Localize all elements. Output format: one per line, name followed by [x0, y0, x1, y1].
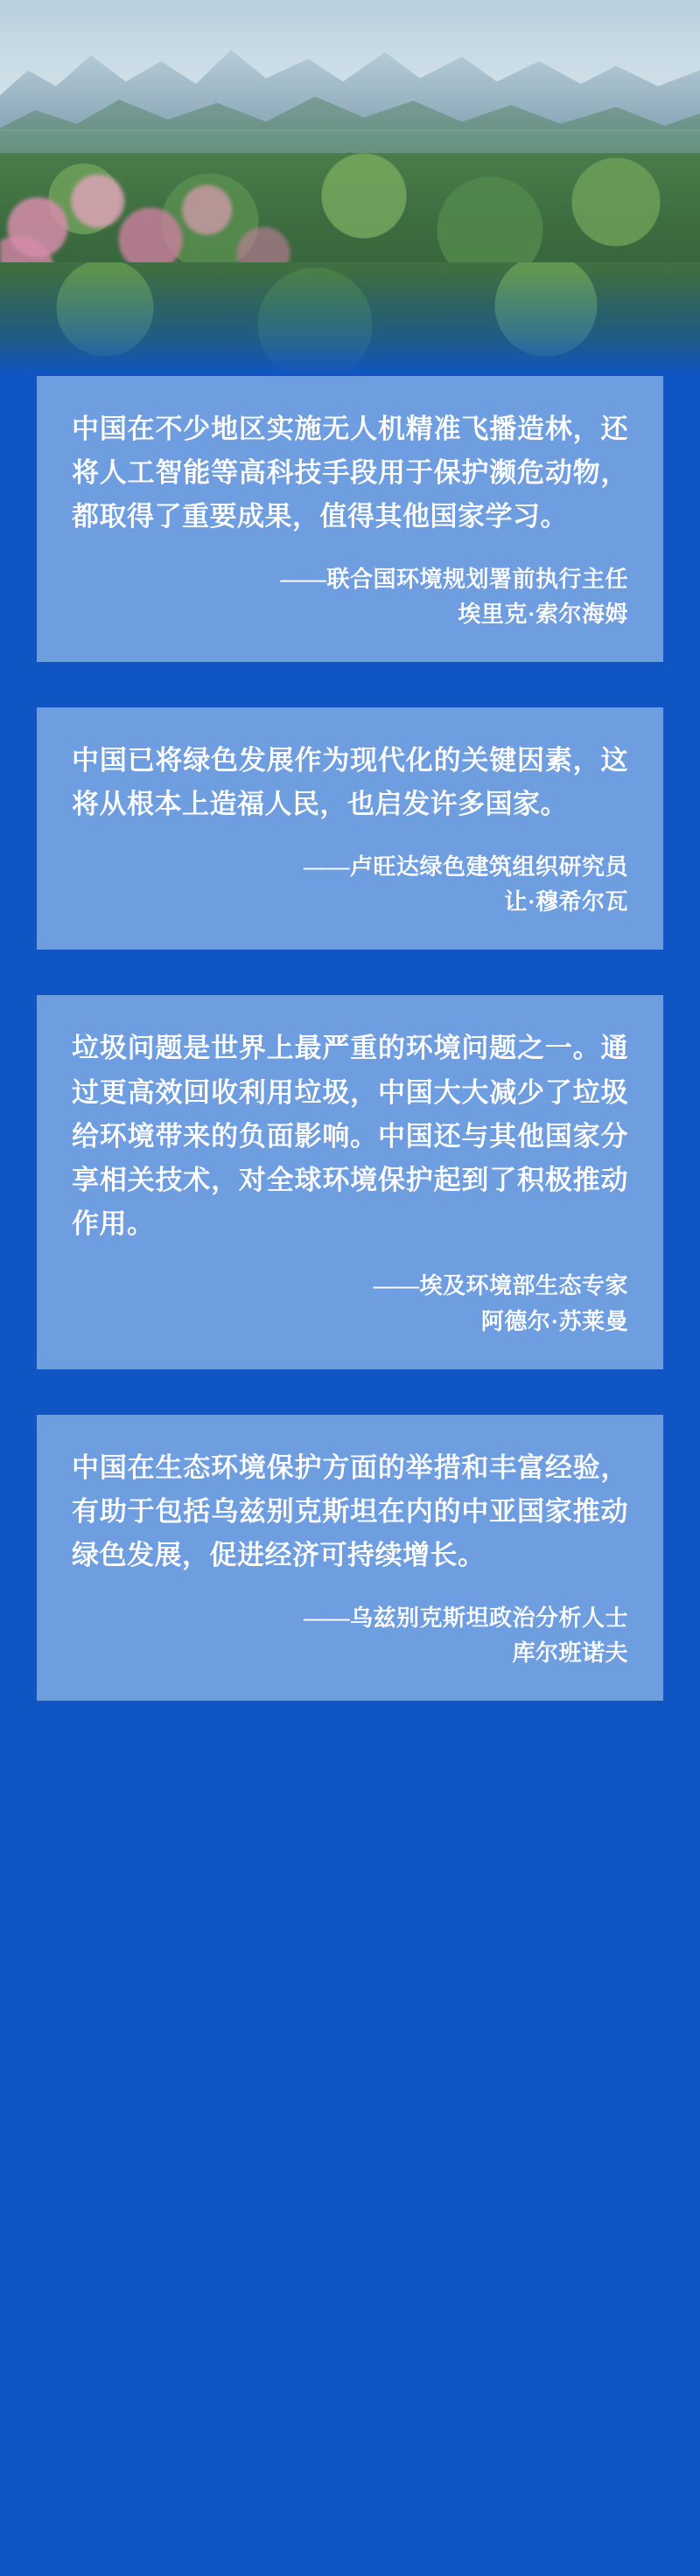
quote-text: 中国在生态环境保护方面的举措和丰富经验，有助于包括乌兹别克斯坦在内的中亚国家推动绿色发展，促进经济可持续增长。 — [72, 1452, 628, 1571]
attribution-line-2: 阿德尔·苏莱曼 — [480, 1308, 628, 1334]
quote-card-list — [0, 376, 700, 1799]
quote-attribution — [72, 562, 628, 633]
quote-card — [37, 1415, 663, 1701]
quote-text: 垃圾问题是世界上最严重的环境问题之一。通过更高效回收利用垃圾，中国大大减少了垃圾给环境带来的负面影响。中国还与其他国家分享相关技术，对全球环境保护起到了积极推动作用。 — [72, 1033, 628, 1240]
hero-image — [0, 0, 700, 376]
quote-attribution — [72, 1601, 628, 1672]
quote-card — [37, 707, 663, 950]
attribution-line-1: ——联合国环境规划署前执行主任 — [280, 566, 628, 592]
quote-attribution — [72, 850, 628, 921]
attribution-line-1: ——乌兹别克斯坦政治分析人士 — [303, 1605, 628, 1631]
attribution-line-2: 埃里克·索尔海姆 — [458, 601, 628, 627]
attribution-line-2: 库尔班诺夫 — [512, 1640, 628, 1666]
quote-card — [37, 995, 663, 1369]
quote-card — [37, 376, 663, 662]
image-fade-overlay — [0, 271, 700, 376]
quote-attribution — [72, 1269, 628, 1340]
attribution-line-2: 让·穆希尔瓦 — [504, 888, 628, 915]
quote-text: 中国在不少地区实施无人机精准飞播造林，还将人工智能等高科技手段用于保护濒危动物，都取得了重要成果，值得其他国家学习。 — [72, 414, 628, 533]
quote-text: 中国已将绿色发展作为现代化的关键因素，这将从根本上造福人民，也启发许多国家。 — [72, 745, 628, 820]
attribution-line-1: ——卢旺达绿色建筑组织研究员 — [303, 853, 628, 880]
attribution-line-1: ——埃及环境部生态专家 — [373, 1273, 628, 1299]
